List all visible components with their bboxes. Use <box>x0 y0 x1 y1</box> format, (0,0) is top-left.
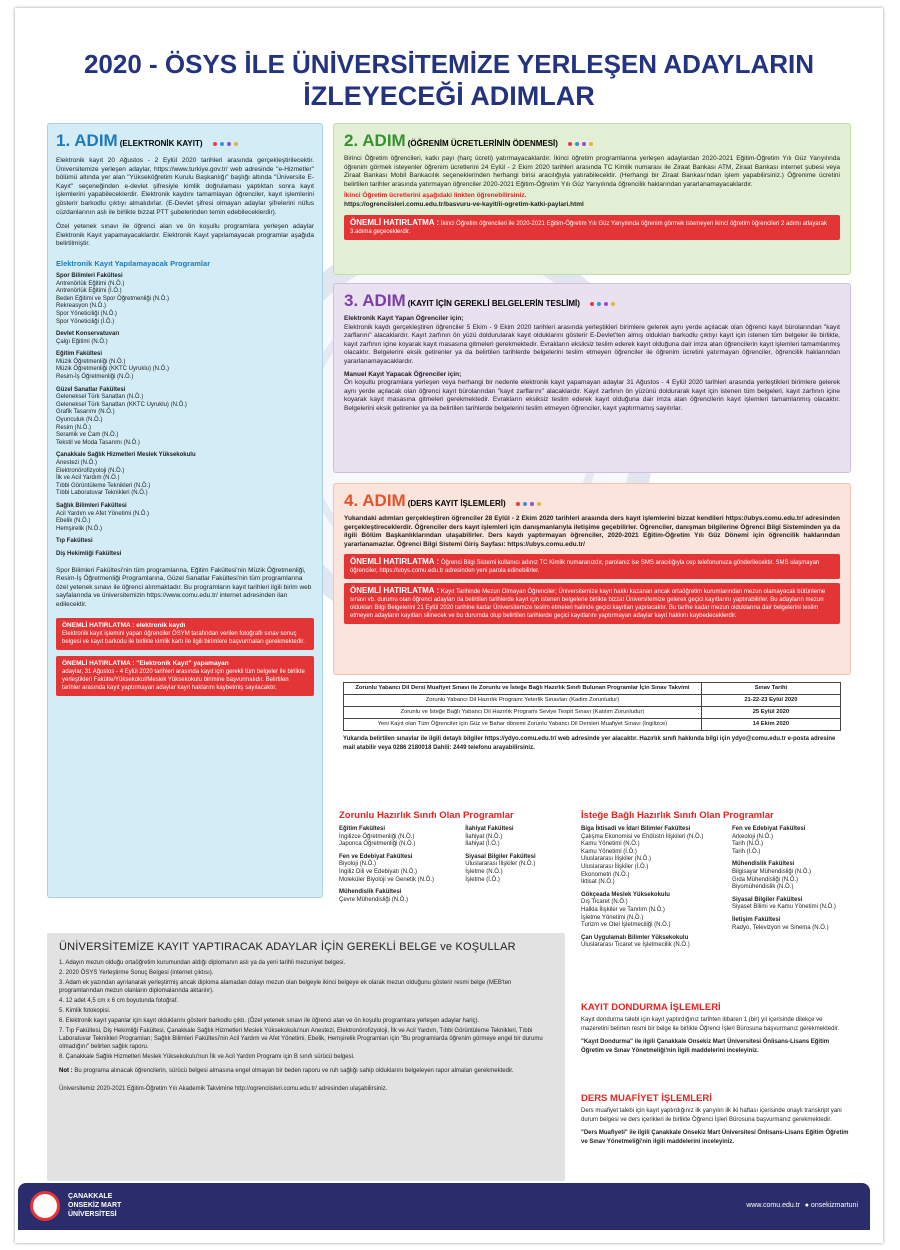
requirement-item: 6. Elektronik kayıt yapanlar için kayıt olduklarını gösterir barkodlu çıktı. (Özel yetenek sınavı ile öğrenci alan ve ön koşullu programlara yerleşen adaylar hariç). <box>59 1018 480 1024</box>
requirement-item: 2. 2020 ÖSYS Yerleştirme Sonuç Belgesi (internet çıktısı). <box>59 970 214 976</box>
social-handle-text[interactable]: onsekizmartuni <box>810 1202 858 1209</box>
program-item: Radyo, Televizyon ve Sinema (N.Ö.) <box>732 924 829 931</box>
website-link[interactable]: www.comu.edu.tr <box>746 1202 800 1209</box>
step4-alert-1 <box>344 554 840 579</box>
faculty-name: Siyasal Bilgiler Fakültesi <box>465 853 536 860</box>
step2-dots <box>568 131 596 153</box>
step4-alert-1-text: Öğrenci Bilgi Sistemi kullanıcı adınız TC Kimlik numaranızdır, parolanız ise SMS aracılığıyla cep telefonunuza gönderilecektir. SMS ulaşmayan öğrenciler, https://ubys.comu.edu.tr adresinden yeni parola edinebilirler. <box>350 560 820 575</box>
requirements-title: ÜNİVERSİTEMİZE KAYIT YAPTIRACAK ADAYLAR İÇİN GEREKLİ BELGE ve KOŞULLAR <box>59 941 516 953</box>
step3-title: 3. ADIM <box>344 291 406 310</box>
program-item: İşletme Yönetimi (N.Ö.) <box>581 914 644 921</box>
program-item: Turizm ve Otel İşletmeciliği (N.Ö.) <box>581 922 671 929</box>
step1-program-list <box>56 273 314 559</box>
table-cell-date: 14 Ekim 2020 <box>701 719 840 731</box>
step3-subtitle: (KAYIT İÇİN GEREKLİ BELGELERİN TESLİMİ) <box>407 299 580 308</box>
step4-alert-2-title: ÖNEMLİ HATIRLATMA : <box>350 586 440 596</box>
step4-title: 4. ADIM <box>344 491 406 510</box>
table-cell-date: 25 Eylül 2020 <box>701 707 840 719</box>
program-item: Biyomühendislik (N.Ö.) <box>732 884 794 891</box>
faculty-name: Tıp Fakültesi <box>56 538 93 545</box>
program-item: İngilizce Öğretmenliği (N.Ö.) <box>339 833 415 840</box>
table-cell: Yeni Kayıt olan Tüm Öğrenciler için Güz ve Bahar dönemi Zorunlu Yabancı Dil Dersleri Muafiyet Sınavı (İngilizce) <box>344 719 702 731</box>
step1-header <box>56 130 314 155</box>
mandatory-col-1 <box>339 821 457 904</box>
faculty-name: Biga İktisadi ve İdari Bilimler Fakültesi <box>581 826 691 832</box>
requirements-footer: Üniversitemiz 2020-2021 Eğitim-Öğretim Yılı Akademik Takvimine http://ogrenciisleri.comu.edu.tr/ adresinden ulaşabilirsiniz. <box>59 1086 388 1092</box>
title-line-1: 2020 - ÖSYS İLE ÜNİVERSİTEMİZE YERLEŞEN ADAYLARIN <box>83 49 815 79</box>
faculty-name: Mühendislik Fakültesi <box>732 861 795 868</box>
program-item: Anestezi (N.Ö.) <box>56 460 98 466</box>
page-title <box>15 48 883 112</box>
step2-alert-text: İkinci Öğretim öğrencileri ile 2020-2021 Eğitim-Öğretim Yılı Güz Yarıyılında öğrenim görmek istemeyen ikinci öğretim öğrencileri 2 adımı atlayarak 3.adıma geçeceklerdir. <box>350 220 828 235</box>
freeze-title: KAYIT DONDURMA İŞLEMLERİ <box>581 1002 721 1013</box>
program-item: Resim-İş Öğretmenliği (N.Ö.) <box>56 374 134 381</box>
program-item: Çalışma Ekonomisi ve Endüstri İlişkileri (N.Ö.) <box>581 833 704 840</box>
requirement-item: 3. Adam ek yazından ayrılanarak yerleştirmiş ancak diploma alamadan dolayı mezun olan belgeyle ikinci belgeye ek olarak mezun olduğunu gösterir resmi belge (MEB'ten programlarından mezun olanların diplomalarında aktarılır). <box>59 980 512 994</box>
step1-alert-1-title: ÖNEMLİ HATIRLATMA : elektronik kaydı <box>62 621 186 629</box>
program-item: Çevre Mühendisliği (N.Ö.) <box>339 896 409 903</box>
step4-alert-1-title: ÖNEMLİ HATIRLATMA : <box>350 557 440 567</box>
requirement-item: 8. Çanakkale Sağlık Hizmetleri Meslek Yüksekokulu'nun İlk ve Acil Yardım Programı için B sınıfı sürücü belgesi. <box>59 1054 355 1060</box>
program-item: Grafik Tasarımı (N.Ö.) <box>56 409 115 416</box>
step4-header <box>344 490 840 515</box>
faculty-name: Siyasal Bilgiler Fakültesi <box>732 896 803 903</box>
faculty-name: Sağlık Bilimleri Fakültesi <box>56 502 127 509</box>
step4-subtitle: (DERS KAYIT İŞLEMLERİ) <box>407 499 506 508</box>
optional-prep-programs <box>575 808 855 993</box>
step3-panel <box>333 283 851 473</box>
faculty-name: Eğitim Fakültesi <box>339 826 386 832</box>
step2-header <box>344 130 840 155</box>
exam-table <box>343 682 841 731</box>
program-item: Müzik Öğretmenliği (N.Ö.) <box>56 358 126 365</box>
step1-alert-1 <box>56 618 314 650</box>
program-item: Tıbbi Görüntüleme Teknikleri (N.Ö.) <box>56 482 151 489</box>
freeze-paragraph-2: "Kayıt Dondurma" ile ilgili Çanakkale Onsekiz Mart Üniversitesi Önlisans-Lisans Eğitim Öğretim ve Sınav Yönetmeliği'nin ilgili maddelerini inceleyiniz. <box>581 1039 830 1054</box>
requirement-item: 1. Adayın mezun olduğu ortaöğretim kurumundan aldığı diplomanın aslı ya da yeni tarihli mezuniyet belgesi. <box>59 960 346 966</box>
table-row <box>344 707 841 719</box>
faculty-name: Çanakkale Sağlık Hizmetleri Meslek Yüksekokulu <box>56 452 196 459</box>
program-item: Geleneksel Türk Sanatları (KKTC Uyruklu) (N.Ö.) <box>56 401 187 408</box>
program-item: Müzik Öğretmenliği (KKTC Uyruklu) (N.Ö.) <box>56 366 170 373</box>
step1-paragraph-2: Özel yetenek sınavı ile öğrenci alan ve ön koşullu programlara yerleşen adaylar Elektronik Kayıt yapamayacaklardır. Elektronik Kayıt yapılamayacak programlar aşağıda belirtilmiştir. <box>56 223 314 248</box>
step4-paragraph: Yukarıdaki adımları gerçekleştiren öğrenciler 28 Eylül - 2 Ekim 2020 tarihleri arasında ders kayıt işlemlerini bizzat kendileri https://ubys.comu.edu.tr/ adresinden gerçekleştireceklerdir. Öğrenciler ders kayıt işlemleri için danışmanlarıyla iletişime geçebilirler. Öğrenciler, danışman bilgilerine Öğrenci Bilgi Sisteminden ya da ilgili Bölüm Başkanlıklarından ulaşabilirler. Ders kaydı yaptırmayan öğrenciler, 2020-2021 Eğitim-Öğretim Yılı Güz Dönemi için öğrencilik haklarından yararlanamazlar. Öğrenci Bilgi Sistemi Giriş Sayfası: https://ubys.comu.edu.tr/ <box>344 515 840 548</box>
table-cell: Zorunlu ve İsteğe Bağlı Yabancı Dil Hazırlık Programı Seviye Tespit Sınavı (Katılım Zorunludur) <box>344 707 702 719</box>
program-item: Tekstil ve Moda Tasarımı (N.Ö.) <box>56 439 140 446</box>
step1-paragraph-3: Spor Bilimleri Fakültesi'nin tüm programlarına, Eğitim Fakültesi'nin Müzik Öğretmenliği, Resim-İş Öğretmenliği Programlarına, Güzel Sanatlar Fakültesi'nin tüm programlarına özel yetenek sınavı ile öğrenci alınmaktadır. Bu programların kayıt tarihleri ilgili birim web sayfalarında ve üniversitemizin https://www.comu.edu.tr/ internet adresinden ilan edilecektir. <box>56 566 312 608</box>
program-item: Spor Yöneticiliği (İ.Ö.) <box>56 318 115 325</box>
step1-list-title: Elektronik Kayıt Yapılamayacak Programlar <box>56 258 211 268</box>
program-item: Ebelik (N.Ö.) <box>56 518 91 525</box>
exemption-paragraph-2: "Ders Muafiyeti" ile ilgili Çanakkale Onsekiz Mart Üniversitesi Önlisans-Lisans Eğitim Öğretim ve Sınav Yönetmeliği'nin ilgili maddelerini inceleyiniz. <box>581 1130 849 1145</box>
requirement-item: 4. 12 adet 4,5 cm x 6 cm boyutunda fotoğraf. <box>59 998 179 1004</box>
program-item: İngiliz Dili ve Edebiyatı (N.Ö.) <box>339 868 418 875</box>
faculty-name: Mühendislik Fakültesi <box>339 889 402 896</box>
faculty-name: İletişim Fakültesi <box>732 916 781 923</box>
requirements-note-label: Not : <box>59 1068 73 1074</box>
program-item: İşletme (N.Ö.) <box>465 868 503 875</box>
program-item: Seramik ve Cam (N.Ö.) <box>56 432 119 439</box>
requirements-note-text: Bu programa alınacak öğrencilerin, sürücü belgesi almasına engel olmayan bir beden raporu ve ruh sağlığı sahip olduklarını belgeleyen rapor almaları gerekmektedir. <box>74 1068 514 1074</box>
program-item: Geleneksel Türk Sanatları (N.Ö.) <box>56 394 144 401</box>
table-row <box>344 719 841 731</box>
program-item: Çalgı Eğitimi (N.Ö.) <box>56 338 108 345</box>
step3-paragraph-2: Ön koşullu programlara yerleşen veya herhangi bir nedenle elektronik kayıt yapamayan adaylar 31 Ağustos - 4 Eylül 2020 tarihleri arasında yerleştikleri birimlere gelerek aynı yerde açılacak olan öğrenci kayıt bürolarından "kayıt zarflarını" alacaklardır. Kayıt zarfının ön yüzünü doldurarak kayıt için istenen tüm belgeleri, kayıt zarfının içine koyarak kayıt masasına gitmeleri gerekmektedir. Evrakların eksiksiz teslim ederek kayıt olduğuna dair imza atan öğrencilerin kayıt işlemleri tamamlanmış olacaktır. Belgelerini eksik getirenler ya da belirtilen tarihlerde belgelerini teslim etmeyen öğrenciler, kayıt yaptırmamış sayılırlar. <box>344 379 840 412</box>
requirements-note <box>59 1067 553 1075</box>
program-item: Ekonometri (N.Ö.) <box>581 871 630 878</box>
program-item: Moleküler Biyoloji ve Genetik (N.Ö.) <box>339 876 435 883</box>
step4-panel <box>333 483 851 675</box>
step1-alert-2 <box>56 656 314 696</box>
program-item: Halkla İlişkiler ve Tanıtım (N.Ö.) <box>581 906 665 913</box>
program-item: Tıbbi Laboratuvar Teknikleri (N.Ö.) <box>56 490 148 497</box>
step1-dots <box>213 131 241 153</box>
step1-alert-2-title: ÖNEMLİ HATIRLATMA : "Elektronik Kayıt" yapamayan <box>62 659 229 667</box>
program-item: Kamu Yönetimi (N.Ö.) <box>581 841 640 848</box>
step2-alert <box>344 215 840 240</box>
mandatory-prep-programs <box>333 808 568 928</box>
university-name: ÇANAKKALE ONSEKİZ MART ÜNİVERSİTESİ <box>68 1193 122 1218</box>
program-item: Kamu Yönetimi (İ.Ö.) <box>581 848 637 855</box>
program-item: İktisat (N.Ö.) <box>581 879 615 886</box>
course-exemption-section <box>575 1091 855 1181</box>
table-cell: Zorunlu Yabancı Dil Hazırlık Programı Yeterlik Sınavları (Kadim Zorunludur) <box>344 695 702 707</box>
program-item: Tarih (N.Ö.) <box>732 841 764 848</box>
step2-link[interactable]: https://ogrenciisleri.comu.edu.tr/basvuru-ve-kayit/ii-ogretim-katki-paylari.html <box>344 200 584 208</box>
mandatory-title: Zorunlu Hazırlık Sınıfı Olan Programlar <box>339 810 514 821</box>
social-handle[interactable]: ● onsekizmartuni <box>804 1202 858 1209</box>
footer-bar <box>18 1183 870 1230</box>
program-item: İlk ve Acil Yardım (N.Ö.) <box>56 475 120 482</box>
program-item: Japonca Öğretmenliği (N.Ö.) <box>339 841 416 848</box>
requirements-panel <box>47 933 565 1181</box>
optional-col-2 <box>732 821 849 950</box>
table-header-right: Sınav Tarihi <box>701 683 840 695</box>
step4-alert-2-text: Kayıt Tarihinde Mezun Olmayan Öğrenciler; Üniversitemize kayıt hakkı kazanan ancak ortaöğretim kurumlarından mezun olamayacak bütünleme sınavı vb. durumu olan öğrenci adayları da belirtilen tarihlerde kayıt için istenen belgelerle birlikte bizzat Üniversitemize gelerek geçici kayıtlarını yaptırabilirler. Bu adayların mezun oldukları Bilgi Belgelerini 21 Eylül 2020 tarihine kadar Üniversitemize teslim etmeleri halinde geçici kayıtları yapılacaktır. Bu tarihe kadar mezun olduklarına dair belgelerini teslim etmeyen adayların kayıtları silinecek ve bu durumda olup belirtilen tarihlerde geçici kayıtlarını yaptırmayan adaylar kayıt hakkını kaybedeceklerdir. <box>350 589 826 620</box>
program-item: İlahiyat (N.Ö.) <box>465 833 503 840</box>
step4-dots <box>516 491 544 513</box>
step1-subtitle: (ELEKTRONİK KAYIT) <box>119 139 203 148</box>
faculty-name: Fen ve Edebiyat Fakültesi <box>732 826 806 832</box>
program-item: Biyoloji (N.Ö.) <box>339 861 377 868</box>
program-item: İlahiyat (İ.Ö.) <box>465 841 500 848</box>
program-item: Spor Yöneticiliği (N.Ö.) <box>56 310 117 317</box>
step1-title: 1. ADIM <box>56 131 118 150</box>
program-item: Arkeoloji (N.Ö.) <box>732 833 774 840</box>
requirement-item: 7. Tıp Fakültesi, Diş Hekimliği Fakültesi, Çanakkale Sağlık Hizmetleri Meslek Yüksekokulu'nun Anestezi, Elektronörofizyoloji, İlk ve Acil Yardım, Tıbbi Görüntüleme Teknikleri, Tıbbi Laboratuvar Teknikleri Programları; Sağlık Bilimleri Fakültesi'nin Acil Yardım ve Afet Yönetimi, Ebelik, Hemşirelik Programları için "Bu programlarda öğrenim görmeye engel bir durumu olmadığını" belirten sağlık raporu. <box>59 1028 543 1050</box>
table-row <box>344 695 841 707</box>
program-item: Uluslararası İlişkiler (N.Ö.) <box>581 856 652 863</box>
step2-subtitle: (ÖĞRENİM ÜCRETLERİNİN ÖDENMESİ) <box>407 139 558 148</box>
exemption-paragraph-1: Ders muafiyet talebi için kayıt yaptırdığınız ilk yarıyılın ilk iki haftası içerisinde onaylı transkript yani durum belgesi ve ders içerikleri ile birlikte Öğrenci İşleri Bürosuna başvurmanız gerekmektedir. <box>581 1108 842 1123</box>
faculty-name: İlahiyat Fakültesi <box>465 826 514 832</box>
table-header-row <box>344 683 841 695</box>
step2-alert-title: ÖNEMLİ HATIRLATMA : <box>350 217 440 227</box>
step2-panel <box>333 123 851 275</box>
faculty-name: Çan Uygulamalı Bilimler Yüksekokulu <box>581 934 689 941</box>
program-item: Elektronörofizyoloji (N.Ö.) <box>56 467 125 474</box>
faculty-name: Güzel Sanatlar Fakültesi <box>56 386 126 393</box>
registration-freeze-section <box>575 1000 855 1080</box>
step2-title: 2. ADIM <box>344 131 406 150</box>
step3-heading-2: Manuel Kayıt Yapacak Öğrenciler için; <box>344 370 462 378</box>
program-item: Dış Ticaret (N.Ö.) <box>581 899 628 906</box>
program-item: Hemşirelik (N.Ö.) <box>56 525 102 532</box>
optional-title: İsteğe Bağlı Hazırlık Sınıfı Olan Programlar <box>581 810 774 821</box>
step4-alert-2 <box>344 583 840 624</box>
mandatory-col-2 <box>465 821 562 904</box>
exam-note: Yukarıda belirtilen sınavlar ile ilgili detaylı bilgiler https://ydyo.comu.edu.tr/ web adresinde yer alacaktır. Hazırlık sınıfı hakkında bilgi için ydyo@comu.edu.tr e-posta adresine mail atabilir veya 0286 2180018 Dahili: 2449 telefonu arayabilirsiniz. <box>343 736 836 751</box>
program-item: Rekreasyon (N.Ö.) <box>56 303 107 310</box>
step1-paragraph-1: Elektronik kayıt 20 Ağustos - 2 Eylül 2020 tarihleri arasında gerçekleştirilecektir. Üniversitemize yerleşen adaylar, https://www.turkiye.gov.tr/ web adresinde "e-Hizmetler" bölümü altında yer alan "Yükseköğretim Kurulu Başkanlığı" başlığı altında "Üniversite E-Kayıt" seçeneğinden e-devlet şifresiyle kimlik doğrulaması yaptıktan sonra kayıt işlemlerini yapabileceklerdir. Elektronik kaydını tamamlayan öğrenciler, kayıt işlemlerini gösterir barkodlu çıktıyı almalıdırlar. (E-Devlet şifresi olmayan adaylar şifrelerini nüfus cüzdanlarının aslı ile birlikte bizzat PTT şubelerinden temin edebileceklerdir). <box>56 157 314 216</box>
program-item: Acil Yardım ve Afet Yönetimi (N.Ö.) <box>56 510 150 517</box>
optional-col-1 <box>581 821 724 950</box>
step2-paragraph: Birinci Öğretim öğrencileri, katkı payı (harç ücreti) yatırmayacaklardır. İkinci öğretim programlarına yerleşen adaylardan 2020-2021 Eğitim-Öğretim Yılı Güz Yarıyılında öğrenim görmek isteyenler öğrenim ücretlerini 24 Eylül - 2 Ekim 2020 tarihleri arasında TC Kimlik numarası ile Ziraat Bankası ATM, Ziraat Bankası internet şubesi veya Ziraat Bankası Mobil Bankacılık seçeneklerinden herhangi birisi aracılığıyla yatırabilecektir. (Herhangi bir Ziraat Bankası'ndan işlem yapabilirsiniz.) Öğrenime ücretini belirtilen tarihler arasında yatırmayan öğrenciler 2020-2021 Eğitim-Öğretim Yılı Güz Yarıyılında öğrencilik haklarından yararlanamayacaklardır. <box>344 155 840 188</box>
faculty-name: Devlet Konservatuvarı <box>56 331 120 338</box>
step1-alert-1-text: Elektronik kayıt işlemini yapan öğrenciler ÖSYM tarafından verilen fotoğraflı sınav sonuç belgesi ve kayıt barkodu ile birlikte kimlik kartı ile ilgili birimlere başvurmaları gerekmektedir. <box>62 630 305 645</box>
exemption-title: DERS MUAFİYET İŞLEMLERİ <box>581 1093 712 1104</box>
program-item: Gıda Mühendisliği (N.Ö.) <box>732 876 799 883</box>
step1-panel <box>47 123 323 898</box>
program-item: Resim (N.Ö.) <box>56 424 91 431</box>
poster <box>15 8 883 1243</box>
requirement-item: 5. Kimlik fotokopisi. <box>59 1008 111 1014</box>
step3-header <box>344 290 840 315</box>
program-item: Uluslararası İlişkiler (İ.Ö.) <box>581 863 649 870</box>
table-header-left: Zorunlu Yabancı Dil Dersi Muafiyet Sınavı ile Zorunlu ve İsteğe Bağlı Hazırlık Sınıfı Bulunan Programlar İçin Sınav Takvimi <box>344 683 702 695</box>
university-logo-icon <box>30 1191 60 1221</box>
program-item: Bilgisayar Mühendisliği (N.Ö.) <box>732 868 812 875</box>
program-item: Tarih (İ.Ö.) <box>732 848 761 855</box>
faculty-name: Diş Hekimliği Fakültesi <box>56 550 122 557</box>
table-cell-date: 21-22-23 Eylül 2020 <box>701 695 840 707</box>
step2-link-label: İkinci Öğretim ücretlerini aşağıdaki linkten öğrenebilirsiniz. <box>344 192 527 200</box>
exam-schedule <box>333 680 851 808</box>
step1-alert-2-text: adaylar, 31 Ağustos - 4 Eylül 2020 tarihleri arasında kayıt için gerekli tüm belgeler ile birlikte yerleştikleri Fakülte/Yüksekokul/Meslek Yüksekokulu birimine başvurmalıdır. Belirtilen tarihler arasında kayıt yaptırmayan adaylar kayıt haklarını kaybetmiş sayılacaktır. <box>62 668 305 691</box>
program-item: Beden Eğitimi ve Spor Öğretmenliği (N.Ö.) <box>56 295 170 302</box>
program-item: Uluslararası Ticaret ve İşletmecilik (N.Ö.) <box>581 942 690 949</box>
program-item: Siyaset Bilimi ve Kamu Yönetimi (N.Ö.) <box>732 904 836 911</box>
faculty-name: Spor Bilimleri Fakültesi <box>56 272 123 279</box>
faculty-name: Gökçeada Meslek Yüksekokulu <box>581 891 670 898</box>
program-item: İşletme (İ.Ö.) <box>465 876 500 883</box>
freeze-paragraph-1: Kayıt dondurma talebi için kayıt yaptırdığınız tarihten itibaren 1 (bir) yıl içerisinde dilekçe ve mazeretini belirten resmi bir belge ile birlikte Öğrenci İşleri Bürosuna başvurmanız gerekmektedir. <box>581 1017 840 1032</box>
program-item: Uluslararası İlişkiler (N.Ö.) <box>465 861 536 868</box>
step3-dots <box>590 291 618 313</box>
step3-heading-1: Elektronik Kayıt Yapan Öğrenciler için; <box>344 315 464 322</box>
program-item: Antrenörlük Eğitimi (İ.Ö.) <box>56 288 122 295</box>
faculty-name: Eğitim Fakültesi <box>56 351 103 358</box>
program-item: Antrenörlük Eğitimi (N.Ö.) <box>56 280 125 287</box>
program-item: Oyunculuk (N.Ö.) <box>56 417 103 424</box>
title-line-2: İZLEYECEĞİ ADIMLAR <box>303 81 595 111</box>
requirements-list <box>59 959 553 1061</box>
faculty-name: Fen ve Edebiyat Fakültesi <box>339 853 413 860</box>
step3-paragraph-1: Elektronik kaydı gerçekleştiren öğrenciler 5 Ekim - 9 Ekim 2020 tarihleri arasında yerleştikleri birimlere gelerek aynı yerde açılacak olan öğrenci kayıt bürolarından "kayıt zarflarını" alacaklardır. Kayıt zarfının ön yüzü doldurularak kayıt olduklarını gösterir E-Devlet'ten almış oldukları barkodlu çıktıyı kayıt için istenen tüm belgeler ile birlikte, kayıt zarfının içine koyarak kayıt masasına gitmeleri gerekmektedir. Evrakların eksiksiz teslim ederek kayıt olduğuna dair imza atan öğrencilerin kayıt işlemleri tamamlanmış olacaktır. Belgelerini eksik getirenler ya da belirtilen tarihlerde belgelerini teslim etmeyen öğrenciler ile öğrenim ücretini yatırmayan öğrenciler, öğrencilik haklarından yararlanamayacaklardır. <box>344 323 840 365</box>
